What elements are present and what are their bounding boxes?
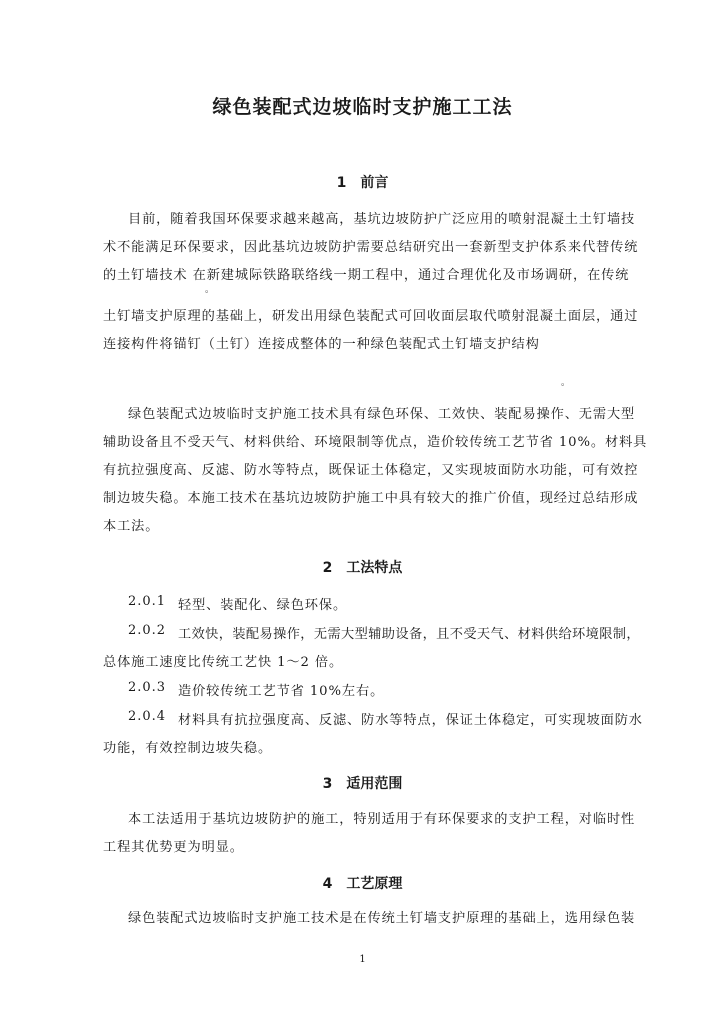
paragraph-line: 绿色装配式边坡临时支护施工技术是在传统土钉墙支护原理的基础上，选用绿色装 xyxy=(128,911,636,926)
item-line: 工效快，装配易操作，无需大型辅助设备，且不受天气、材料供给环境限制， xyxy=(178,627,640,642)
item-line: 总体施工速度比传统工艺快 1～2 倍。 xyxy=(103,655,344,670)
paragraph-line: 的土钉墙技术 在新建城际铁路联络线一期工程中，通过合理优化及市场调研，在传统 xyxy=(103,268,630,283)
item-number: 2.0.3 xyxy=(128,680,167,695)
item-number: 2.0.1 xyxy=(128,594,167,609)
section-heading-2: 2 工法特点 xyxy=(322,560,403,576)
stray-mark: 。 xyxy=(205,285,215,295)
paragraph-line: 本工法适用于基坑边坡防护的施工，特别适用于有环保要求的支护工程，对临时性 xyxy=(128,812,636,827)
document-title: 绿色装配式边坡临时支护施工工法 xyxy=(212,96,513,118)
paragraph-line: 工程其优势更为明显。 xyxy=(103,840,244,855)
paragraph-line: 绿色装配式边坡临时支护施工技术具有绿色环保、工效快、装配易操作、无需大型 xyxy=(128,407,636,422)
section-heading-1: 1 前言 xyxy=(336,175,389,191)
paragraph-line: 术不能满足环保要求，因此基坑边坡防护需要总结研究出一套新型支护体系来代替传统 xyxy=(103,240,639,255)
item-line: 轻型、装配化、绿色环保。 xyxy=(178,598,348,613)
stray-mark: 。 xyxy=(561,378,571,388)
paragraph-line: 目前，随着我国环保要求越来越高，基坑边坡防护广泛应用的喷射混凝土土钉墙技 xyxy=(128,212,636,227)
paragraph-line: 土钉墙支护原理的基础上，研发出用绿色装配式可回收面层取代喷射混凝土面层，通过 xyxy=(103,309,639,324)
item-number: 2.0.2 xyxy=(128,623,167,638)
page-number: 1 xyxy=(359,954,366,965)
paragraph-line: 制边坡失稳。本施工技术在基坑边坡防护施工中具有较大的推广价值，现经过总结形成 xyxy=(103,491,639,506)
section-heading-4: 4 工艺原理 xyxy=(322,876,403,892)
item-line: 材料具有抗拉强度高、反滤、防水等特点，保证土体稳定，可实现坡面防水 xyxy=(178,713,643,728)
item-number: 2.0.4 xyxy=(128,709,167,724)
item-line: 造价较传统工艺节省 10%左右。 xyxy=(178,684,385,699)
paragraph-line: 本工法。 xyxy=(103,519,160,534)
section-heading-3: 3 适用范围 xyxy=(322,776,403,792)
paragraph-line: 有抗拉强度高、反滤、防水等特点，既保证土体稳定，又实现坡面防水功能，可有效控 xyxy=(103,463,639,478)
paragraph-line: 辅助设备且不受天气、材料供给、环境限制等优点，造价较传统工艺节省 10%。材料具 xyxy=(103,435,648,450)
item-line: 功能，有效控制边坡失稳。 xyxy=(103,741,273,756)
paragraph-line: 连接构件将锚钉（土钉）连接成整体的一种绿色装配式土钉墙支护结构 xyxy=(103,337,540,352)
